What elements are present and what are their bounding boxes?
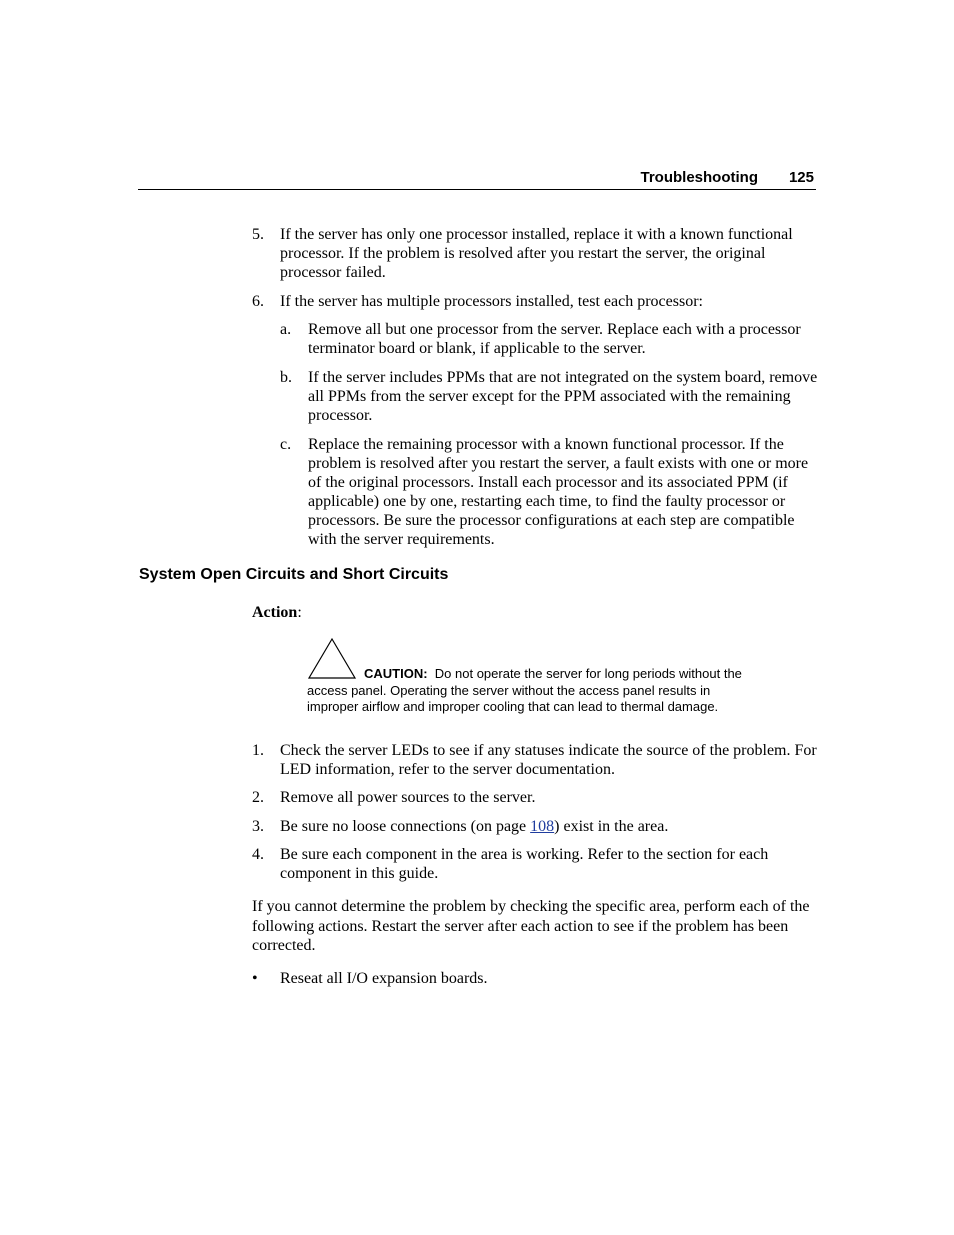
list-item-text: Check the server LEDs to see if any statuses indicate the source of the problem. For LED information, refer to the server documentation. [280,742,817,778]
list-item-text-before: Be sure no loose connections (on page [280,818,531,835]
action-label [252,604,302,622]
list-item-text: Remove all power sources to the server. [280,789,536,806]
list-item-text: Be sure each component in the area is working. Refer to the section for each component in this guide. [280,846,769,882]
section-heading: System Open Circuits and Short Circuits [139,566,449,583]
list-item-text [280,817,820,836]
sub-list-item-letter: b. [280,369,292,386]
sub-list-item-text: Replace the remaining processor with a known functional processor. If the problem is resolved after you restart the server, a fault exists with one or more of the original processors. Install each processor and its associated PPM (if applicable) one by one, restarting each time, to find the faulty processor or processors. Be sure the processor configurations at each step are compatible with the server requirements. [308,436,809,548]
page-header [138,168,816,190]
list-item-number: 3. [252,818,264,835]
header-page-number: 125 [788,169,814,186]
action-colon: : [297,604,302,621]
sub-list-item-text: If the server includes PPMs that are not integrated on the system board, remove all PPMs from the server except for the PPM associated with the remaining processor. [308,369,818,424]
bullet-symbol: • [252,970,258,987]
list-item-text: If the server has multiple processors installed, test each processor: [280,293,703,310]
page-link[interactable]: 108 [530,818,555,835]
caution-text [307,666,759,716]
list-item-text-after: ) exist in the area. [554,818,669,835]
list-item-number: 1. [252,742,264,759]
sub-list-item-text: Remove all but one processor from the server. Replace each with a processor terminator board or blank, if applicable to the server. [308,321,801,357]
caution-label: CAUTION: [364,666,428,681]
list-item-number: 6. [252,293,264,310]
sub-list-item-letter: a. [280,321,292,338]
header-section-title: Troubleshooting [640,169,758,186]
list-item-number: 2. [252,789,264,806]
caution-message: Do not operate the server for long periods without the access panel. Operating the server without the access panel results in improper airflow and improper cooling that can lead to thermal damage. [307,666,742,715]
list-item-text: If the server has only one processor installed, replace it with a known functional processor. If the problem is resolved after you restart the server, the original processor failed. [280,226,793,281]
action-label-text: Action [252,604,298,621]
list-item-number: 4. [252,846,264,863]
sub-list-item-letter: c. [280,436,292,453]
bullet-text: Reseat all I/O expansion boards. [280,970,488,987]
body-paragraph: If you cannot determine the problem by checking the specific area, perform each of the following actions. Restart the server after each action to see if the problem has been corrected. [252,898,810,954]
list-item-number: 5. [252,226,264,243]
